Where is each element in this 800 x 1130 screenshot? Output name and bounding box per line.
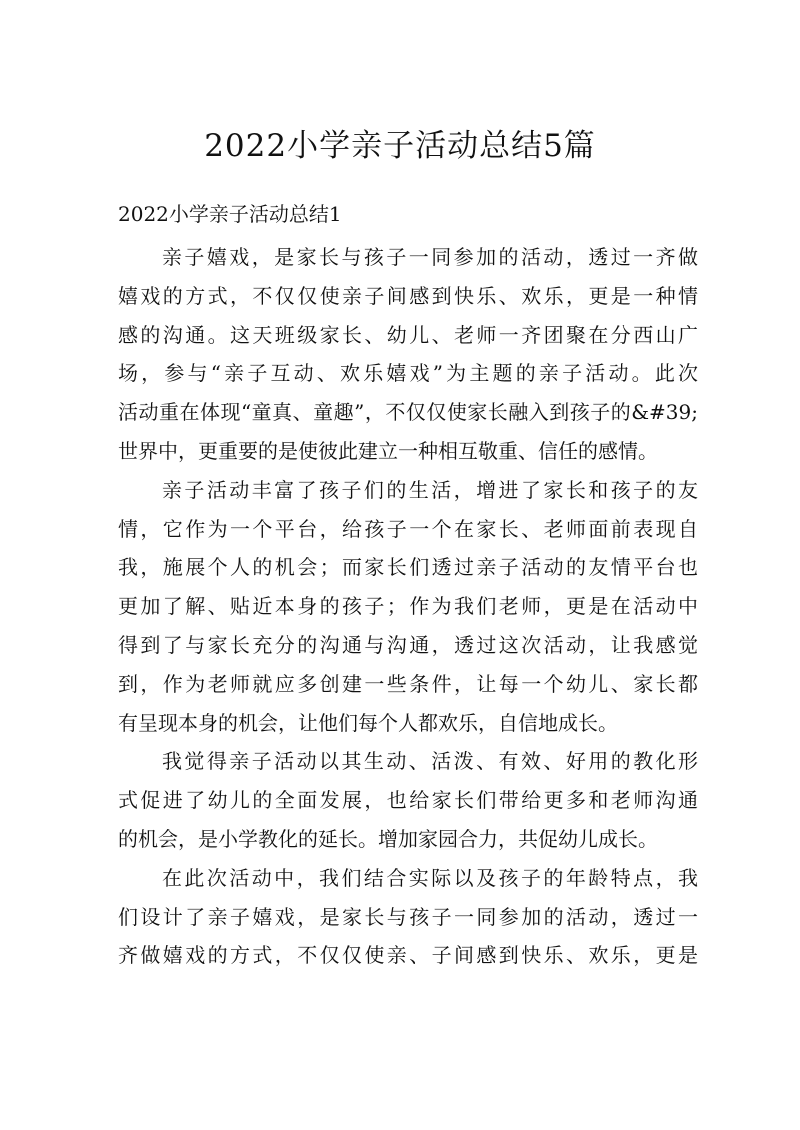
paragraph-line: 我觉得亲子活动以其生动、活泼、有效、好用的教化形	[162, 749, 698, 774]
paragraph-2	[118, 471, 698, 743]
paragraph-line: 活动重在体现“童真、童趣”，不仅仅使家长融入到孩子的&#39;	[118, 400, 698, 425]
paragraph-4	[118, 859, 698, 975]
paragraph-line: 齐做嬉戏的方式，不仅仅使亲、子间感到快乐、欢乐，更是	[118, 943, 698, 968]
paragraph-line: 得到了与家长充分的沟通与沟通，透过这次活动，让我感觉	[118, 632, 698, 657]
paragraph-3	[118, 742, 698, 858]
paragraph-line: 亲子嬉戏，是家长与孩子一同参加的活动，透过一齐做	[162, 245, 698, 269]
paragraph-line: 世界中，更重要的是使彼此建立一种相互敬重、信任的感情。	[118, 438, 658, 463]
paragraph-line: 亲子活动丰富了孩子们的生活，增进了家长和孩子的友	[162, 477, 698, 502]
paragraph-line: 情，它作为一个平台，给孩子一个在家长、老师面前表现自	[118, 516, 698, 541]
paragraph-line: 有呈现本身的机会，让他们每个人都欢乐，自信地成长。	[118, 710, 618, 735]
paragraph-line: 的机会，是小学教化的延长。增加家园合力，共促幼儿成长。	[118, 826, 658, 851]
document-title: 2022小学亲子活动总结5篇	[204, 128, 596, 164]
paragraph-line: 们设计了亲子嬉戏，是家长与孩子一同参加的活动，透过一	[118, 904, 698, 929]
paragraph-line: 我，施展个人的机会；而家长们透过亲子活动的友情平台也	[118, 555, 698, 580]
paragraph-line: 场，参与“亲子互动、欢乐嬉戏”为主题的亲子活动。此次	[118, 361, 698, 386]
paragraph-line: 嬉戏的方式，不仅仅使亲子间感到快乐、欢乐，更是一种情	[118, 283, 698, 308]
paragraph-line: 到，作为老师就应多创建一些条件，让每一个幼儿、家长都	[118, 671, 698, 696]
document-body	[118, 238, 698, 975]
paragraph-line: 式促进了幼儿的全面发展，也给家长们带给更多和老师沟通	[118, 788, 698, 813]
paragraph-line: 在此次活动中，我们结合实际以及孩子的年龄特点，我	[162, 865, 698, 890]
paragraph-line: 感的沟通。这天班级家长、幼儿、老师一齐团聚在分西山广	[118, 322, 698, 347]
section-heading: 2022小学亲子活动总结1	[118, 202, 342, 226]
paragraph-line: 更加了解、贴近本身的孩子；作为我们老师，更是在活动中	[118, 594, 698, 619]
paragraph-1	[118, 238, 698, 471]
